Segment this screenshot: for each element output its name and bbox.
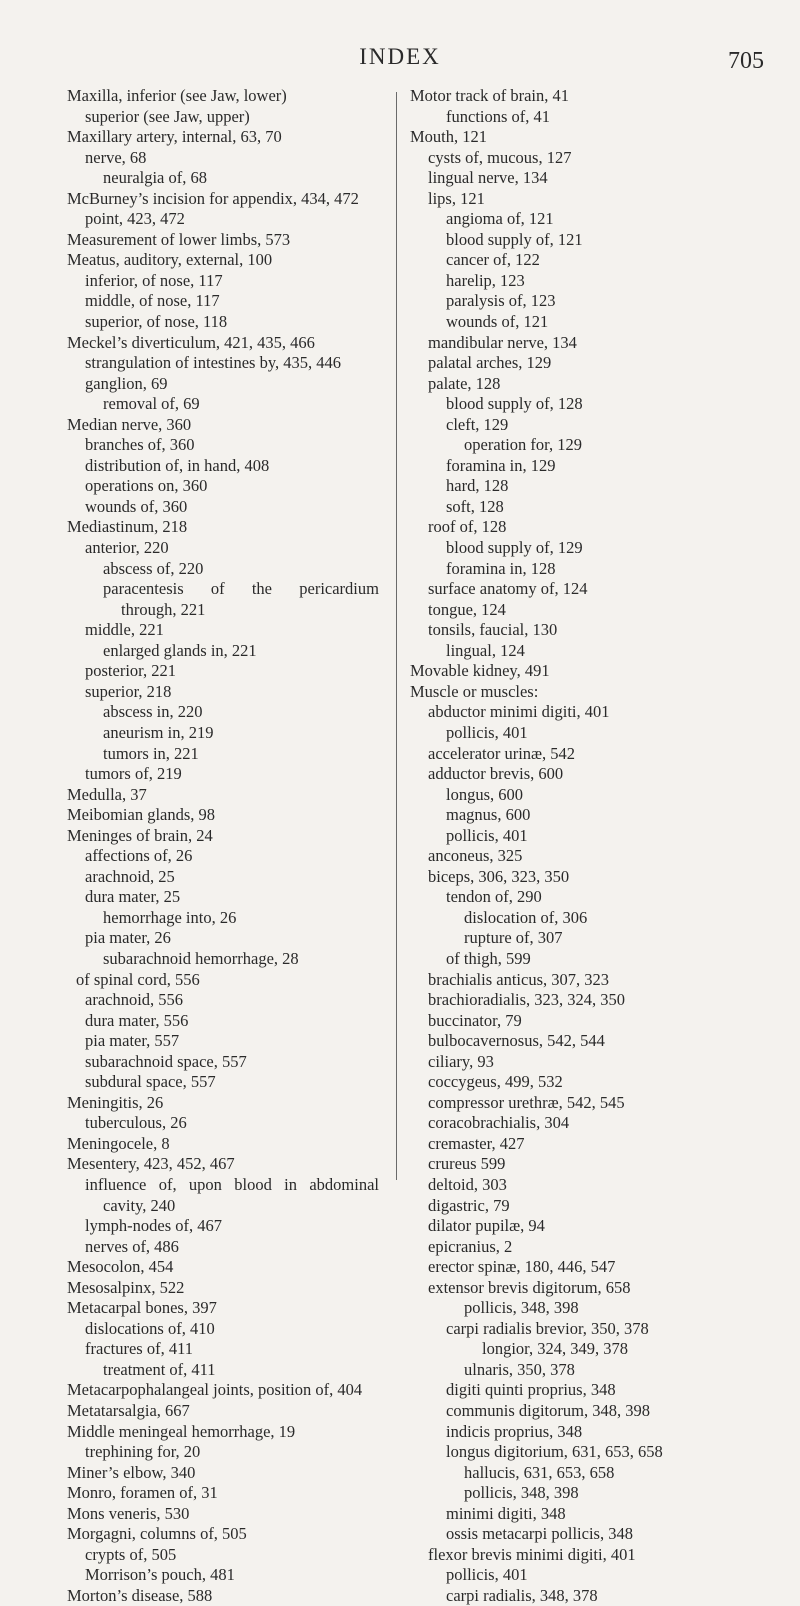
- index-subentry: subdural space, 557: [85, 1072, 216, 1092]
- index-subentry: adductor brevis, 600: [428, 764, 564, 784]
- index-subentry: indicis proprius, 348: [446, 1421, 583, 1441]
- index-subentry: foramina in, 128: [446, 558, 556, 578]
- index-entry: Mesentery, 423, 452, 467: [67, 1154, 235, 1174]
- index-subentry: ciliary, 93: [428, 1051, 494, 1071]
- index-subentry: rupture of, 307: [464, 928, 563, 948]
- index-subentry: influence of, upon blood in abdominal: [85, 1174, 379, 1194]
- index-subentry: tumors of, 219: [85, 764, 182, 784]
- index-subentry: anconeus, 325: [428, 846, 523, 866]
- index-subentry: epicranius, 2: [428, 1236, 513, 1256]
- index-subentry: arachnoid, 25: [85, 866, 175, 886]
- index-subentry: coracobrachialis, 304: [428, 1113, 570, 1133]
- index-subentry: cancer of, 122: [446, 250, 540, 270]
- index-subentry: cavity, 240: [103, 1195, 176, 1215]
- index-subentry: blood supply of, 121: [446, 229, 583, 249]
- index-subentry: buccinator, 79: [428, 1010, 522, 1030]
- index-subentry: blood supply of, 129: [446, 538, 583, 558]
- index-entry: Mesocolon, 454: [67, 1257, 174, 1277]
- index-subentry: mandibular nerve, 134: [428, 332, 577, 352]
- index-subentry: abscess of, 220: [103, 558, 204, 578]
- index-entry: Meninges of brain, 24: [67, 825, 213, 845]
- index-subentry: superior (see Jaw, upper): [85, 106, 250, 126]
- index-subentry: compressor urethræ, 542, 545: [428, 1092, 625, 1112]
- index-subentry: hard, 128: [446, 476, 509, 496]
- index-entry: Motor track of brain, 41: [410, 86, 569, 105]
- index-subentry: strangulation of intestines by, 435, 446: [85, 353, 342, 373]
- index-entry: Meningocele, 8: [67, 1133, 170, 1153]
- index-subentry: pollicis, 348, 398: [464, 1298, 579, 1318]
- index-entry: Maxillary artery, internal, 63, 70: [67, 127, 282, 147]
- index-subentry: paralysis of, 123: [446, 291, 556, 311]
- index-subentry: pollicis, 348, 398: [464, 1483, 579, 1503]
- index-subentry: soft, 128: [446, 496, 504, 516]
- index-subentry: erector spinæ, 180, 446, 547: [428, 1257, 616, 1277]
- index-subentry: of spinal cord, 556: [76, 969, 200, 989]
- index-subentry: roof of, 128: [428, 517, 507, 537]
- index-subentry: hemorrhage into, 26: [103, 907, 237, 927]
- index-subentry: lips, 121: [428, 188, 485, 208]
- index-subentry: fractures of, 411: [85, 1339, 193, 1359]
- index-entry: Miner’s elbow, 340: [67, 1462, 196, 1482]
- index-subentry: minimi digiti, 348: [446, 1503, 566, 1523]
- index-entry: Meatus, auditory, external, 100: [67, 250, 273, 270]
- index-subentry: pia mater, 557: [85, 1031, 180, 1051]
- index-subentry: middle, of nose, 117: [85, 291, 220, 311]
- index-subentry: palatal arches, 129: [428, 353, 552, 373]
- index-subentry: point, 423, 472: [85, 209, 185, 229]
- index-subentry: paracentesis of the pericardium: [103, 579, 379, 599]
- index-subentry: dislocations of, 410: [85, 1318, 215, 1338]
- index-subentry: branches of, 360: [85, 435, 195, 455]
- index-subentry: crypts of, 505: [85, 1544, 177, 1564]
- index-entry: Measurement of lower limbs, 573: [67, 229, 291, 249]
- index-subentry: coccygeus, 499, 532: [428, 1072, 563, 1092]
- index-subentry: superior, 218: [85, 681, 172, 701]
- index-subentry: tumors in, 221: [103, 743, 199, 763]
- index-subentry: bulbocavernosus, 542, 544: [428, 1031, 605, 1051]
- index-subentry: operation for, 129: [464, 435, 583, 455]
- index-subentry: crureus 599: [428, 1154, 506, 1174]
- index-subentry: dura mater, 25: [85, 887, 181, 907]
- index-entry: Metacarpophalangeal joints, position of, 404: [67, 1380, 363, 1400]
- index-subentry: affections of, 26: [85, 846, 193, 866]
- index-subentry: longior, 324, 349, 378: [482, 1339, 629, 1359]
- index-subentry: aneurism in, 219: [103, 722, 214, 742]
- index-subentry: subarachnoid hemorrhage, 28: [103, 948, 299, 968]
- index-entry: Medulla, 37: [67, 784, 147, 804]
- index-subentry: treatment of, 411: [103, 1359, 216, 1379]
- index-entry: Mediastinum, 218: [67, 517, 188, 537]
- index-subentry: accelerator urinæ, 542: [428, 743, 576, 763]
- index-subentry: tongue, 124: [428, 599, 506, 619]
- index-subentry: digastric, 79: [428, 1195, 510, 1215]
- index-entry: Meckel’s diverticulum, 421, 435, 466: [67, 332, 315, 352]
- index-subentry: abscess in, 220: [103, 702, 203, 722]
- index-subentry: dislocation of, 306: [464, 907, 588, 927]
- index-entry: Metacarpal bones, 397: [67, 1298, 217, 1318]
- index-subentry: through, 221: [121, 599, 206, 619]
- index-subentry: cleft, 129: [446, 414, 509, 434]
- index-subentry: of thigh, 599: [446, 948, 531, 968]
- index-subentry: dura mater, 556: [85, 1010, 189, 1030]
- index-subentry: biceps, 306, 323, 350: [428, 866, 570, 886]
- index-subentry: ulnaris, 350, 378: [464, 1359, 575, 1379]
- index-subentry: communis digitorum, 348, 398: [446, 1401, 650, 1420]
- index-entry: Mesosalpinx, 522: [67, 1277, 185, 1297]
- index-subentry: magnus, 600: [446, 805, 531, 825]
- index-entry: Meibomian glands, 98: [67, 805, 216, 825]
- index-subentry: operations on, 360: [85, 476, 208, 496]
- index-subentry: tendon of, 290: [446, 887, 542, 907]
- index-entry: Middle meningeal hemorrhage, 19: [67, 1421, 296, 1441]
- index-subentry: Morrison’s pouch, 481: [85, 1565, 235, 1585]
- index-subentry: nerves of, 486: [85, 1236, 179, 1256]
- index-subentry: extensor brevis digitorum, 658: [428, 1277, 631, 1297]
- index-subentry: longus, 600: [446, 784, 524, 804]
- index-subentry: lingual, 124: [446, 640, 525, 660]
- index-subentry: cysts of, mucous, 127: [428, 147, 572, 167]
- index-subentry: cremaster, 427: [428, 1133, 525, 1153]
- index-subentry: enlarged glands in, 221: [103, 640, 257, 660]
- index-entry: Muscle or muscles:: [410, 681, 539, 701]
- index-entry: McBurney’s incision for appendix, 434, 472: [67, 188, 359, 208]
- index-subentry: nerve, 68: [85, 147, 147, 167]
- index-subentry: angioma of, 121: [446, 209, 554, 229]
- index-subentry: harelip, 123: [446, 270, 525, 290]
- index-subentry: ganglion, 69: [85, 373, 168, 393]
- index-column-right: [410, 86, 760, 1606]
- index-entry: Monro, foramen of, 31: [67, 1483, 218, 1503]
- index-subentry: neuralgia of, 68: [103, 168, 208, 188]
- index-subentry: blood supply of, 128: [446, 394, 583, 414]
- index-entry: Meningitis, 26: [67, 1092, 164, 1112]
- index-subentry: arachnoid, 556: [85, 990, 184, 1010]
- index-subentry: functions of, 41: [446, 106, 551, 126]
- index-subentry: pollicis, 401: [446, 825, 528, 845]
- index-subentry: superior, of nose, 118: [85, 312, 228, 332]
- index-subentry: brachialis anticus, 307, 323: [428, 969, 610, 989]
- page-header: [0, 44, 800, 74]
- index-entry: Mouth, 121: [410, 127, 488, 147]
- index-entry: Morgagni, columns of, 505: [67, 1524, 247, 1544]
- index-subentry: carpi radialis brevior, 350, 378: [446, 1318, 649, 1338]
- index-subentry: lingual nerve, 134: [428, 168, 548, 188]
- index-subentry: distribution of, in hand, 408: [85, 455, 270, 475]
- index-subentry: removal of, 69: [103, 394, 200, 414]
- index-entry: Morton’s disease, 588: [67, 1585, 213, 1605]
- running-head: INDEX: [359, 44, 441, 69]
- index-subentry: longus digitorium, 631, 653, 658: [446, 1442, 663, 1462]
- index-subentry: trephining for, 20: [85, 1442, 201, 1462]
- index-subentry: palate, 128: [428, 373, 501, 393]
- index-subentry: digiti quinti proprius, 348: [446, 1380, 616, 1400]
- index-subentry: dilator pupilæ, 94: [428, 1216, 545, 1236]
- index-subentry: surface anatomy of, 124: [428, 579, 588, 599]
- index-subentry: tonsils, faucial, 130: [428, 620, 558, 640]
- index-subentry: hallucis, 631, 653, 658: [464, 1462, 615, 1482]
- index-subentry: brachioradialis, 323, 324, 350: [428, 990, 626, 1010]
- index-subentry: lymph-nodes of, 467: [85, 1216, 223, 1236]
- index-entry: Metatarsalgia, 667: [67, 1401, 190, 1420]
- index-subentry: deltoid, 303: [428, 1174, 507, 1194]
- index-subentry: ossis metacarpi pollicis, 348: [446, 1524, 633, 1544]
- index-entry: Movable kidney, 491: [410, 661, 550, 681]
- index-subentry: tuberculous, 26: [85, 1113, 187, 1133]
- index-subentry: posterior, 221: [85, 661, 176, 681]
- index-subentry: pollicis, 401: [446, 1565, 528, 1585]
- index-subentry: middle, 221: [85, 620, 164, 640]
- index-subentry: wounds of, 121: [446, 312, 549, 332]
- index-subentry: pollicis, 401: [446, 722, 528, 742]
- index-entry: Mons veneris, 530: [67, 1503, 190, 1523]
- index-subentry: flexor brevis minimi digiti, 401: [428, 1544, 636, 1564]
- index-column-left: [67, 86, 379, 1606]
- index-subentry: subarachnoid space, 557: [85, 1051, 247, 1071]
- index-subentry: carpi radialis, 348, 378: [446, 1585, 598, 1605]
- index-subentry: abductor minimi digiti, 401: [428, 702, 610, 722]
- index-subentry: inferior, of nose, 117: [85, 270, 223, 290]
- index-subentry: pia mater, 26: [85, 928, 171, 948]
- page-number: 705: [728, 48, 764, 74]
- index-subentry: foramina in, 129: [446, 455, 556, 475]
- index-entry: Maxilla, inferior (see Jaw, lower): [67, 86, 287, 105]
- index-entry: Median nerve, 360: [67, 414, 192, 434]
- index-subentry: anterior, 220: [85, 538, 169, 558]
- index-subentry: wounds of, 360: [85, 496, 188, 516]
- column-divider: [396, 92, 397, 1180]
